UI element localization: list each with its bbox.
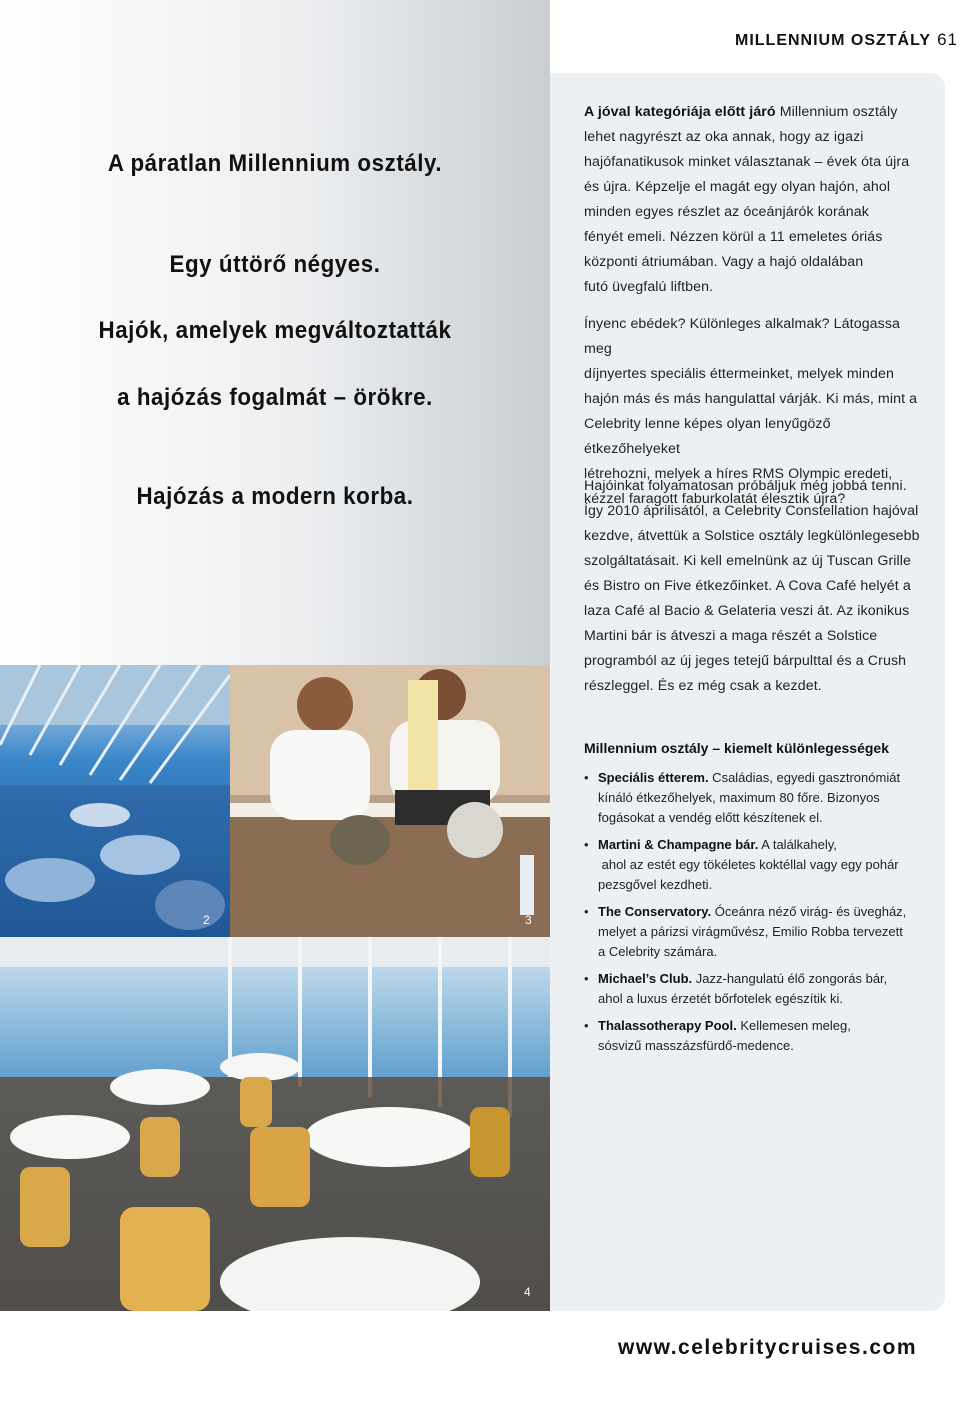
intro-paragraph	[584, 100, 929, 300]
photo-dining-room	[0, 937, 550, 1311]
bullet-icon: •	[584, 1018, 589, 1033]
bullet-icon: •	[584, 971, 589, 986]
paragraph-line: laza Café al Bacio & Gelateria veszi át. Az ikonikus	[584, 603, 910, 619]
headline-3: Hajók, amelyek megváltoztatták	[98, 317, 452, 344]
features-title: Millennium osztály – kiemelt különlegességek	[584, 740, 889, 756]
photo-number-3: 3	[525, 913, 532, 927]
photo-lounge	[0, 665, 230, 937]
running-header	[560, 30, 960, 50]
intro-line-1: A jóval kategóriája előtt járó Millennium osztály	[584, 104, 898, 120]
paragraph-line: Martini bár is átveszi a maga részét a Solstice	[584, 628, 878, 644]
website-url[interactable]: www.celebritycruises.com	[618, 1336, 918, 1359]
intro-line-4: és újra. Képzelje el magát egy olyan hajón, ahol	[584, 179, 891, 195]
paragraph-line: és Bistro on Five étkezőinket. A Cova Café helyét a	[584, 578, 911, 594]
intro-line-8: futó üvegfalú liftben.	[584, 279, 714, 295]
headline-5: Hajózás a modern korba.	[136, 483, 414, 510]
photo-number-4: 4	[524, 1285, 531, 1299]
intro-line-3: hajófanatikusok minket választanak – évek óta újra	[584, 154, 910, 170]
paragraph-line: Celebrity lenne képes olyan lenyűgöző étkezőhelyeket	[584, 416, 831, 457]
headline-1: A páratlan Millennium osztály.	[107, 150, 443, 177]
photo-number-2: 2	[203, 913, 210, 927]
intro-line-7: központi átriumában. Vagy a hajó oldalában	[584, 254, 864, 270]
paragraph-line: részleggel. És ez még csak a kezdet.	[584, 678, 822, 694]
bullet-icon: •	[584, 904, 589, 919]
intro-lead: A jóval kategóriája előtt járó	[584, 104, 776, 120]
paragraph-line: díjnyertes speciális éttermeinket, melyek minden	[584, 366, 894, 382]
section-title: MILLENNIUM OSZTÁLY	[735, 32, 932, 49]
feature-item-michaels-club: • Michael’s Club. Jazz-hangulatú élő zongorás bár, ahol a luxus érzetét bőrfotelek egészítik ki.	[584, 971, 888, 1006]
paragraph-line: kézzel faragott faburkolatát élesztik újra?	[584, 491, 846, 507]
bullet-icon: •	[584, 770, 589, 785]
headline-4: a hajózás fogalmát – örökre.	[117, 384, 433, 411]
paragraph-line: Ínyenc ebédek? Különleges alkalmak? Látogassa meg	[584, 316, 901, 357]
paragraph-line: hajón más és más hangulattal várják. Ki más, mint a	[584, 391, 918, 407]
feature-item-specialty-restaurant: • Speciális étterem. Családias, egyedi gasztronómiát kínáló étkezőhelyek, maximum 80 főre. Bizonyos fogásokat a vendég előtt készítenek el.	[584, 770, 901, 825]
paragraph-line: Hajóinkat folyamatosan próbáljuk még jobbá tenni.	[584, 478, 907, 494]
paragraph-line: kezdve, átvettük a Solstice osztály legkülönlegesebb	[584, 528, 920, 544]
paragraph-line: szolgáltatásait. Ki kell emelnünk az új Tuscan Grille	[584, 553, 912, 569]
photo-players	[230, 665, 550, 937]
feature-item-thalassotherapy-pool: • Thalassotherapy Pool. Kellemesen meleg, sósvizű masszázsfürdő-medence.	[584, 1018, 851, 1053]
paragraph-line: programból az új jeges tetejű bárpulttal és a Crush	[584, 653, 907, 669]
paragraph-line: létrehozni, melyek a híres RMS Olympic eredeti,	[584, 466, 893, 482]
intro-line-6: fényét emeli. Nézzen körül a 11 emeletes óriás	[584, 229, 883, 245]
page-number: 61	[937, 30, 958, 49]
feature-item-martini-bar: • Martini & Champagne bár. A találkahely, ahol az estét egy tökéletes koktéllal vagy egy pohár pezsgővel kezdheti.	[584, 837, 899, 892]
intro-line-2: lehet nagyrészt az oka annak, hogy az igazi	[584, 129, 864, 145]
paragraph-line: Így 2010 áprilisától, a Celebrity Constellation hajóval	[584, 503, 919, 519]
intro-line-5: minden egyes részlet az óceánjárók korának	[584, 204, 869, 220]
bullet-icon: •	[584, 837, 589, 852]
feature-item-conservatory: • The Conservatory. Óceánra néző virág- és üvegház, melyet a párizsi virágművész, Emilio Robba tervezett a Celebrity számára.	[584, 904, 907, 959]
paragraph-improvements	[584, 474, 929, 699]
headline-2: Egy úttörő négyes.	[169, 251, 381, 278]
